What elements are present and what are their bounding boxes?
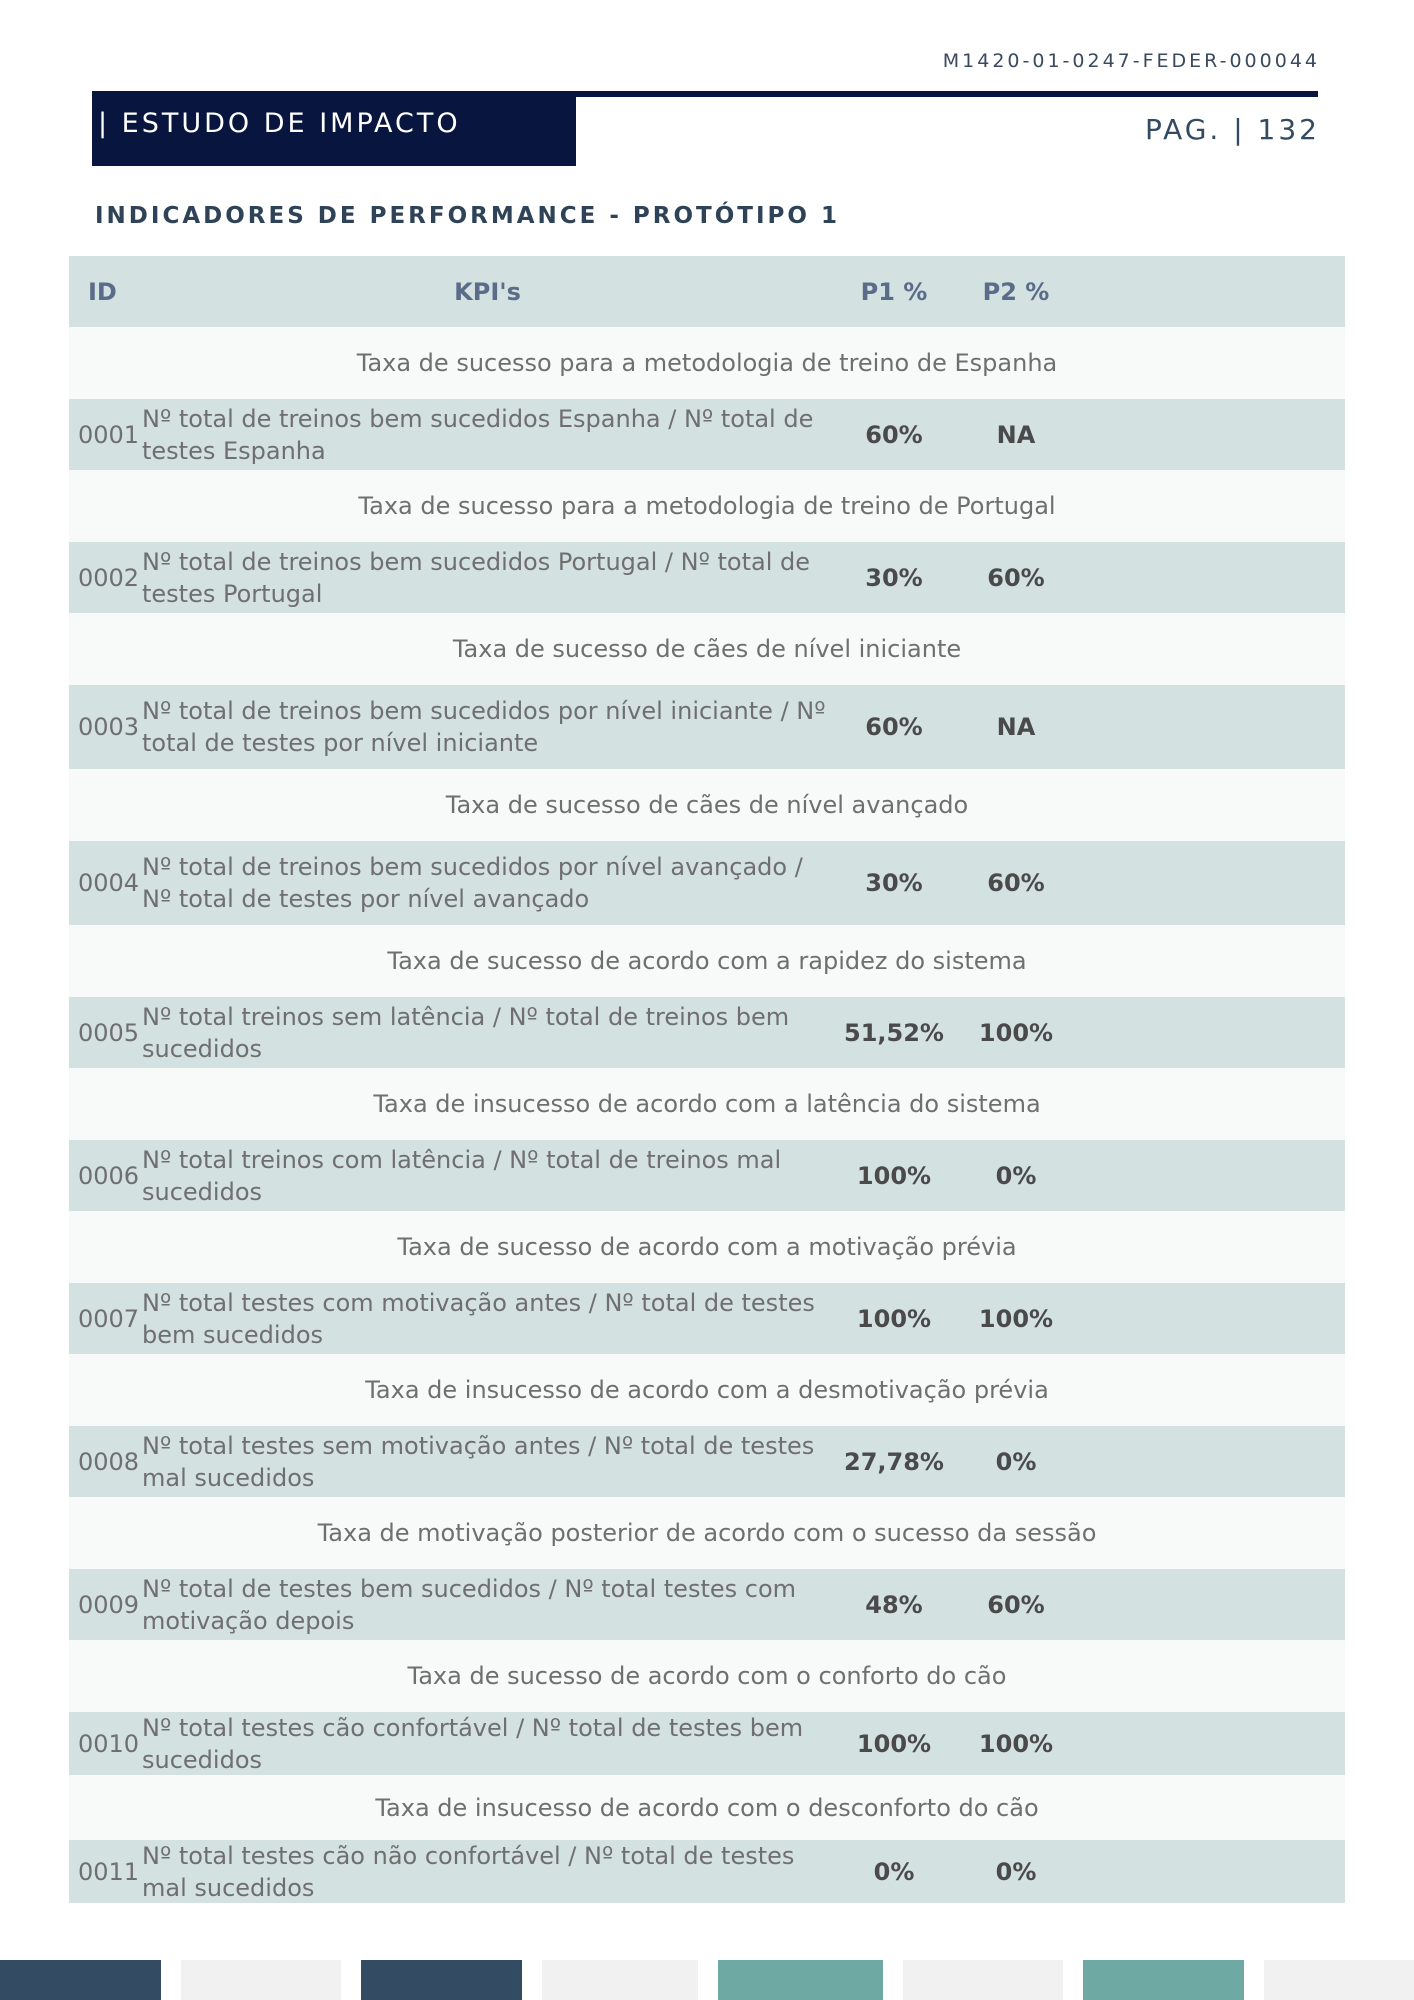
page-number: PAG. | 132 — [1144, 113, 1320, 146]
kpi-p2-value: 0% — [995, 1161, 1037, 1190]
kpi-p1-value: 100% — [856, 1729, 932, 1758]
document-code: M1420-01-0247-FEDER-000044 — [942, 50, 1320, 72]
kpi-description: Taxa de sucesso de acordo com a rapidez do sistema — [387, 947, 1027, 975]
footer-block-4 — [542, 1960, 698, 2000]
kpi-formula: Nº total de treinos bem sucedidos Espanha / Nº total de testes Espanha — [142, 404, 814, 465]
kpi-p1-value: 30% — [865, 563, 923, 592]
kpi-formula: Nº total treinos sem latência / Nº total de treinos bem sucedidos — [142, 1002, 790, 1063]
kpi-p2-value: 60% — [987, 869, 1045, 897]
kpi-description-row — [69, 1354, 1345, 1426]
kpi-p2-value: 100% — [978, 1729, 1054, 1758]
kpi-description: Taxa de sucesso para a metodologia de treino de Portugal — [358, 492, 1056, 520]
kpi-description-row — [69, 1640, 1345, 1712]
kpi-description: Taxa de sucesso de cães de nível avançado — [445, 791, 969, 819]
kpi-formula: Nº total testes com motivação antes / Nº total de testes bem sucedidos — [142, 1288, 815, 1349]
kpi-p1-value: 100% — [856, 1304, 932, 1333]
kpi-p1-value: 30% — [865, 869, 923, 897]
kpi-formula: Nº total de treinos bem sucedidos Portugal / Nº total de testes Portugal — [142, 547, 811, 608]
kpi-p2-value: 0% — [995, 1857, 1037, 1886]
header-id: ID — [88, 277, 117, 306]
kpi-id: 0003 — [78, 713, 140, 741]
kpi-id: 0007 — [78, 1304, 140, 1333]
kpi-description-row — [69, 1068, 1345, 1140]
footer-block-2 — [181, 1960, 341, 2000]
kpi-description-row — [69, 327, 1345, 399]
footer-block-7 — [1083, 1960, 1244, 2000]
kpi-table — [69, 256, 1345, 1903]
table-row — [69, 1569, 1345, 1640]
kpi-id: 0005 — [78, 1018, 140, 1047]
kpi-formula: Nº total de treinos bem sucedidos por nível avançado / Nº total de testes por nível avançado — [142, 853, 803, 913]
kpi-formula: Nº total de treinos bem sucedidos por nível iniciante / Nº total de testes por nível iniciante — [142, 697, 826, 757]
table-row — [69, 1140, 1345, 1211]
footer-block-5 — [718, 1960, 883, 2000]
footer-block-1 — [0, 1960, 161, 2000]
table-row — [69, 399, 1345, 470]
kpi-id: 0010 — [78, 1729, 140, 1758]
footer-block-8 — [1264, 1960, 1414, 2000]
kpi-id: 0002 — [78, 563, 140, 592]
kpi-id: 0004 — [78, 869, 140, 897]
kpi-p2-value: 60% — [987, 1590, 1045, 1619]
kpi-p2-value: 100% — [978, 1018, 1054, 1047]
kpi-description: Taxa de insucesso de acordo com a desmotivação prévia — [365, 1376, 1049, 1404]
kpi-description: Taxa de motivação posterior de acordo com o sucesso da sessão — [317, 1519, 1097, 1547]
kpi-description-row — [69, 1497, 1345, 1569]
kpi-formula: Nº total testes cão não confortável / Nº total de testes mal sucedidos — [142, 1841, 795, 1902]
table-header-row — [69, 256, 1345, 327]
table-row — [69, 1283, 1345, 1354]
kpi-description: Taxa de sucesso de cães de nível iniciante — [452, 635, 962, 663]
section-title: INDICADORES DE PERFORMANCE - PROTÓTIPO 1 — [95, 203, 840, 229]
kpi-p1-value: 100% — [856, 1161, 932, 1190]
kpi-id: 0008 — [78, 1447, 140, 1476]
footer-block-6 — [903, 1960, 1063, 2000]
header-title: | ESTUDO DE IMPACTO — [98, 108, 461, 139]
table-row — [69, 685, 1345, 769]
header-kpi: KPI's — [454, 277, 521, 306]
kpi-p1-value: 27,78% — [844, 1447, 944, 1476]
kpi-p2-value: 60% — [987, 563, 1045, 592]
table-row — [69, 997, 1345, 1068]
header-p2: P2 % — [982, 277, 1050, 306]
kpi-p1-value: 48% — [865, 1590, 923, 1619]
kpi-id: 0011 — [78, 1857, 140, 1886]
table-row — [69, 841, 1345, 925]
kpi-formula: Nº total testes cão confortável / Nº total de testes bem sucedidos — [142, 1713, 804, 1774]
footer-block-3 — [361, 1960, 522, 2000]
kpi-id: 0009 — [78, 1590, 140, 1619]
kpi-p2-value: NA — [996, 713, 1036, 741]
table-row — [69, 1840, 1345, 1903]
header-p1: P1 % — [860, 277, 928, 306]
kpi-formula: Nº total treinos com latência / Nº total de treinos mal sucedidos — [142, 1145, 782, 1206]
kpi-description-row — [69, 470, 1345, 542]
kpi-description: Taxa de sucesso para a metodologia de treino de Espanha — [356, 349, 1058, 377]
kpi-description-row — [69, 1775, 1345, 1840]
kpi-description-row — [69, 925, 1345, 997]
kpi-description-row — [69, 613, 1345, 685]
kpi-p2-value: NA — [996, 420, 1036, 449]
kpi-description-row — [69, 769, 1345, 841]
table-row — [69, 542, 1345, 613]
kpi-id: 0001 — [78, 420, 140, 449]
kpi-p1-value: 60% — [865, 713, 923, 741]
kpi-id: 0006 — [78, 1161, 140, 1190]
kpi-formula: Nº total testes sem motivação antes / Nº total de testes mal sucedidos — [142, 1431, 815, 1492]
kpi-formula: Nº total de testes bem sucedidos / Nº total testes com motivação depois — [142, 1574, 797, 1635]
kpi-p1-value: 60% — [865, 420, 923, 449]
kpi-p2-value: 0% — [995, 1447, 1037, 1476]
kpi-description-row — [69, 1211, 1345, 1283]
table-body — [69, 327, 1345, 1903]
kpi-description: Taxa de sucesso de acordo com a motivação prévia — [397, 1233, 1017, 1261]
kpi-p1-value: 0% — [873, 1857, 915, 1886]
kpi-description: Taxa de sucesso de acordo com o conforto do cão — [407, 1662, 1007, 1690]
kpi-p1-value: 51,52% — [844, 1018, 944, 1047]
kpi-p2-value: 100% — [978, 1304, 1054, 1333]
table-row — [69, 1712, 1345, 1775]
table-row — [69, 1426, 1345, 1497]
kpi-description: Taxa de insucesso de acordo com a latência do sistema — [373, 1090, 1041, 1118]
kpi-description: Taxa de insucesso de acordo com o desconforto do cão — [375, 1793, 1039, 1822]
